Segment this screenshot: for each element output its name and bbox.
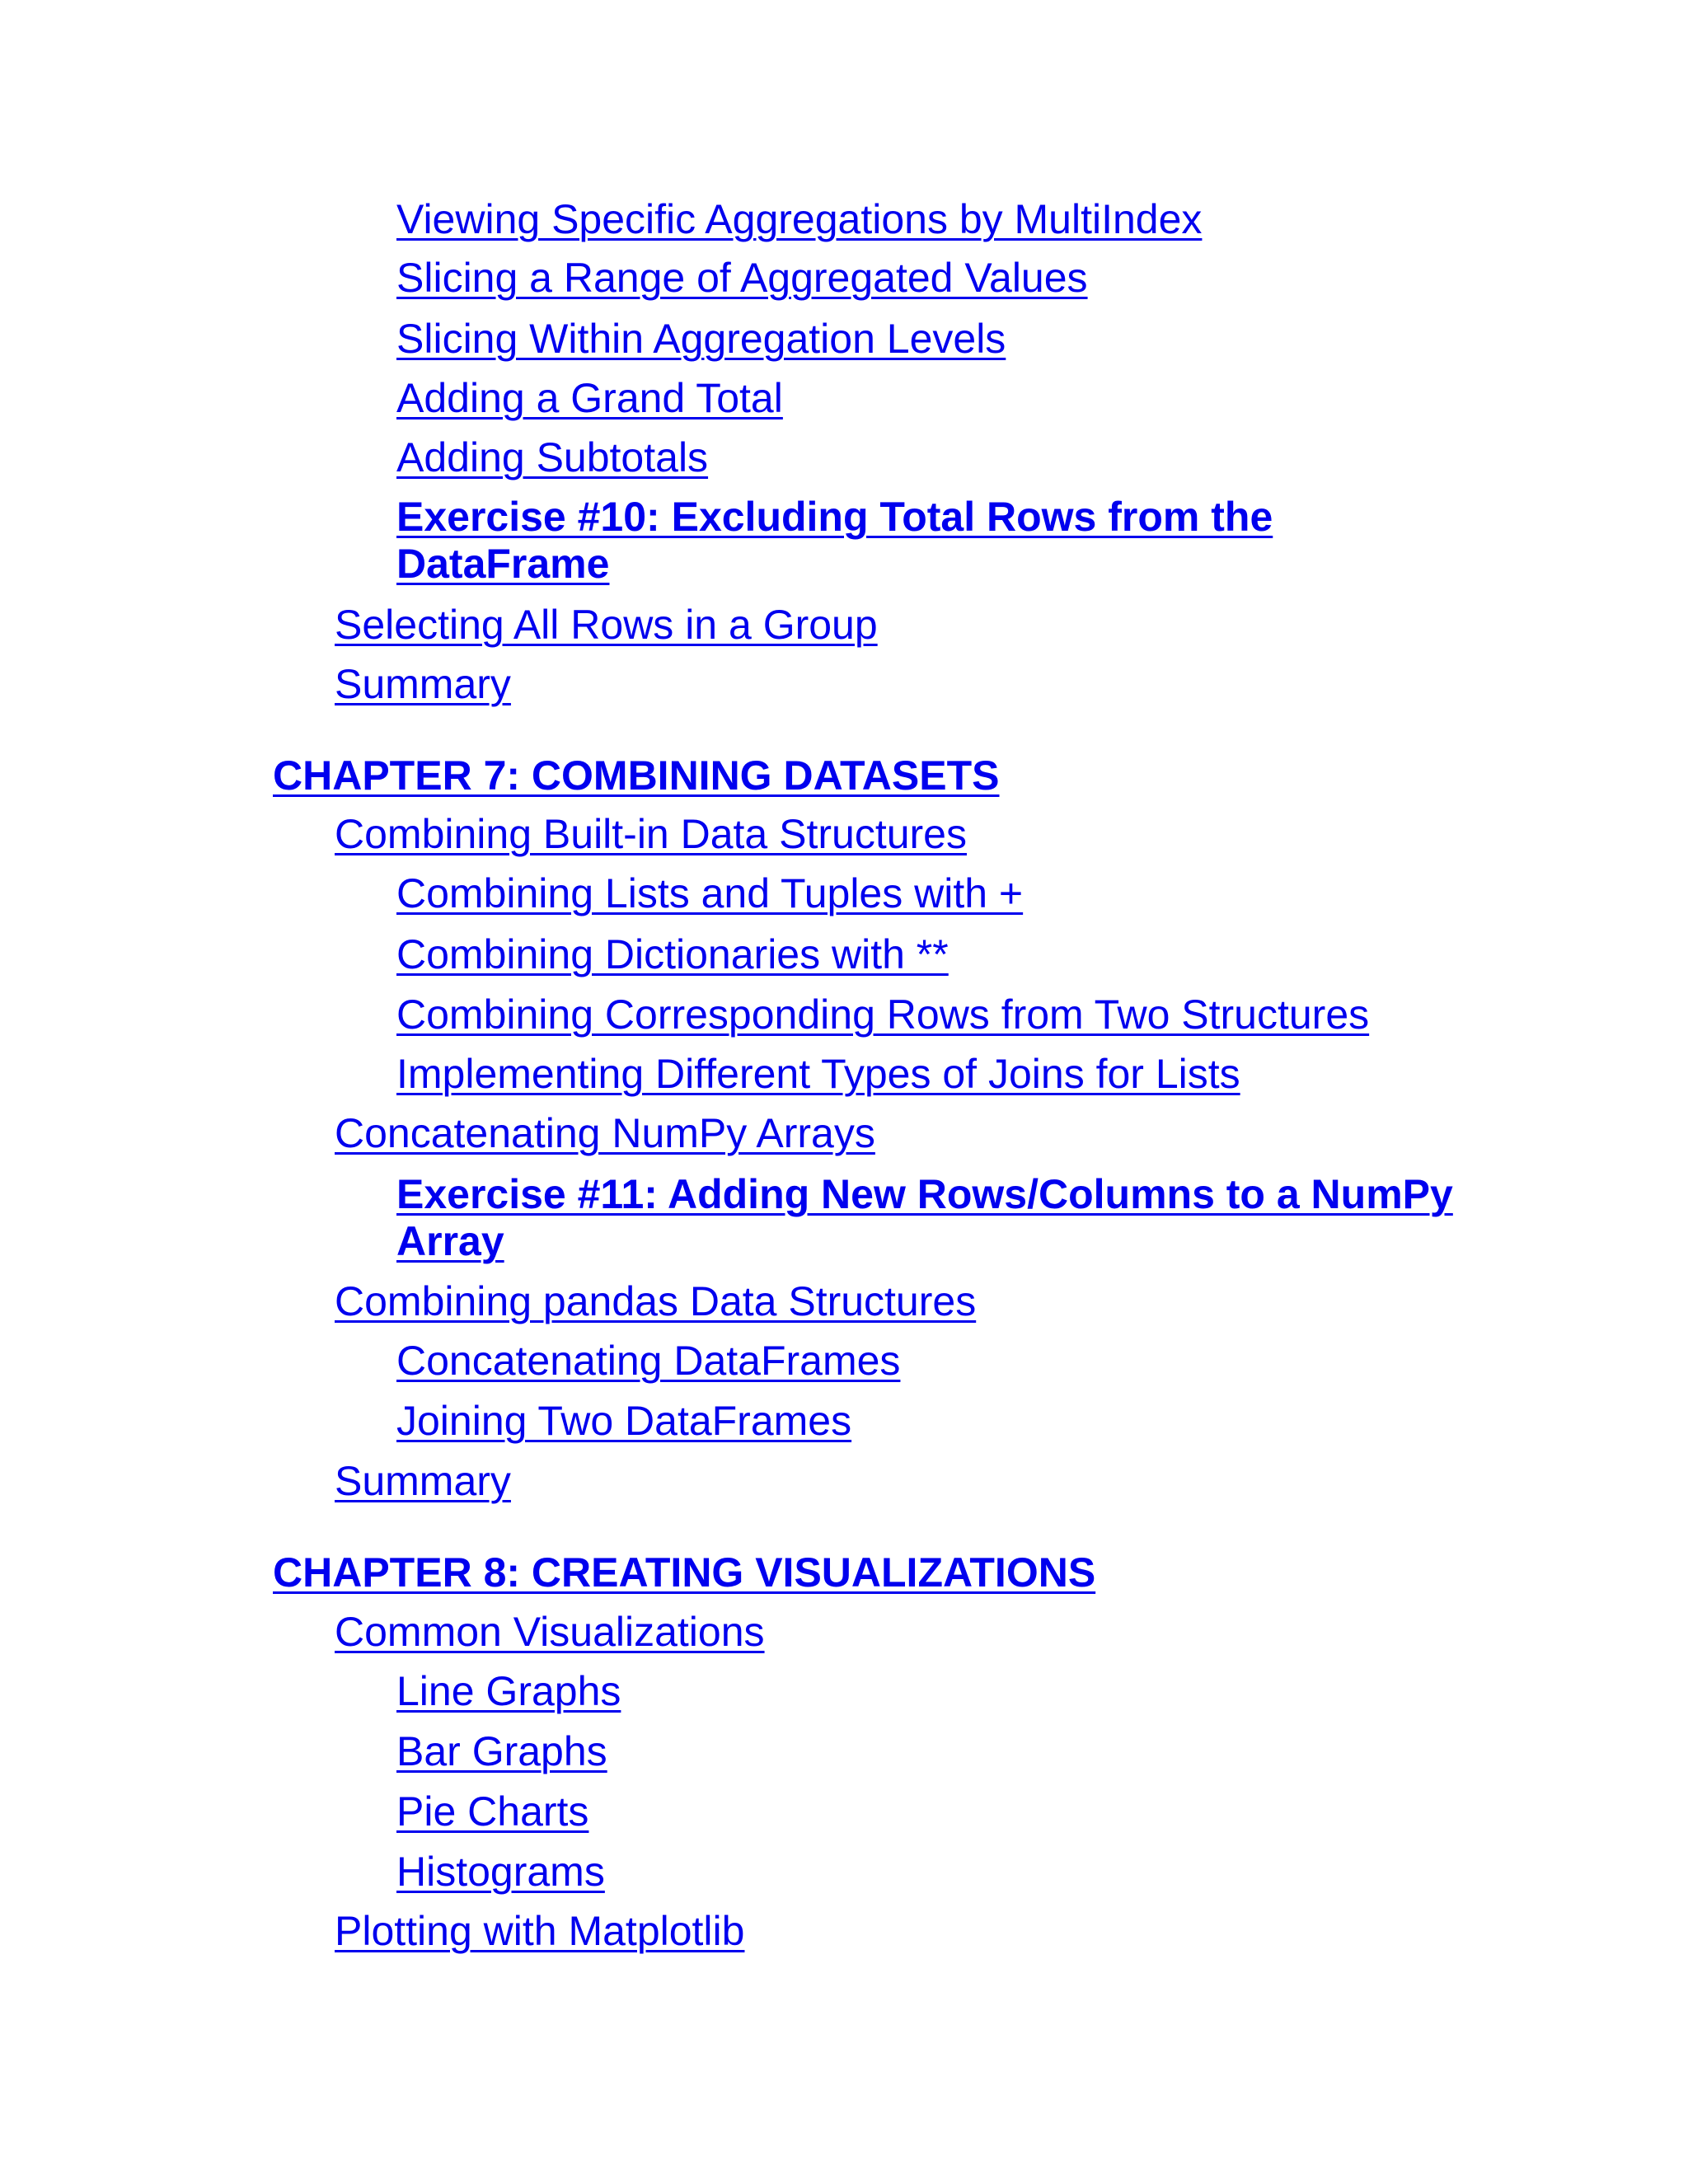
toc-link-plotting-with-matplotlib[interactable]: Plotting with Matplotlib	[335, 1908, 745, 1954]
toc-link-implementing-joins-lists[interactable]: Implementing Different Types of Joins for Lists	[396, 1051, 1240, 1097]
toc-link-combining-dictionaries[interactable]: Combining Dictionaries with **	[396, 931, 949, 977]
toc-link-viewing-specific-aggregations[interactable]: Viewing Specific Aggregations by MultiIndex	[396, 196, 1203, 242]
toc-link-exercise-11-cont[interactable]: Array	[396, 1218, 504, 1264]
toc-link-adding-grand-total[interactable]: Adding a Grand Total	[396, 375, 783, 421]
toc-link-combining-corresponding-rows[interactable]: Combining Corresponding Rows from Two Structures	[396, 991, 1370, 1038]
toc-link-summary-ch7[interactable]: Summary	[335, 1458, 511, 1504]
toc-link-pie-charts[interactable]: Pie Charts	[396, 1788, 589, 1835]
toc-link-combining-pandas-structures[interactable]: Combining pandas Data Structures	[335, 1278, 977, 1324]
toc-link-chapter-7[interactable]: CHAPTER 7: COMBINING DATASETS	[273, 752, 1000, 799]
toc-link-combining-lists-tuples[interactable]: Combining Lists and Tuples with +	[396, 870, 1024, 916]
toc-link-exercise-11[interactable]: Exercise #11: Adding New Rows/Columns to a NumPy	[396, 1171, 1453, 1217]
toc-link-slicing-range-aggregated-values[interactable]: Slicing a Range of Aggregated Values	[396, 255, 1088, 301]
toc-link-joining-two-dataframes[interactable]: Joining Two DataFrames	[396, 1398, 852, 1444]
toc-link-slicing-within-aggregation-levels[interactable]: Slicing Within Aggregation Levels	[396, 316, 1006, 362]
toc-link-histograms[interactable]: Histograms	[396, 1849, 605, 1895]
toc-link-line-graphs[interactable]: Line Graphs	[396, 1668, 621, 1714]
toc-link-chapter-8[interactable]: CHAPTER 8: CREATING VISUALIZATIONS	[273, 1549, 1096, 1596]
toc-link-combining-builtin-structures[interactable]: Combining Built-in Data Structures	[335, 811, 967, 857]
toc-link-concatenating-numpy-arrays[interactable]: Concatenating NumPy Arrays	[335, 1110, 875, 1156]
toc-link-adding-subtotals[interactable]: Adding Subtotals	[396, 434, 709, 480]
toc-link-exercise-10-cont[interactable]: DataFrame	[396, 541, 610, 587]
toc-link-selecting-all-rows-in-group[interactable]: Selecting All Rows in a Group	[335, 602, 878, 648]
toc-link-concatenating-dataframes[interactable]: Concatenating DataFrames	[396, 1338, 901, 1384]
toc-link-common-visualizations[interactable]: Common Visualizations	[335, 1609, 765, 1655]
toc-link-bar-graphs[interactable]: Bar Graphs	[396, 1728, 607, 1774]
toc-link-summary-ch6[interactable]: Summary	[335, 661, 511, 707]
toc-link-exercise-10[interactable]: Exercise #10: Excluding Total Rows from the	[396, 494, 1273, 540]
